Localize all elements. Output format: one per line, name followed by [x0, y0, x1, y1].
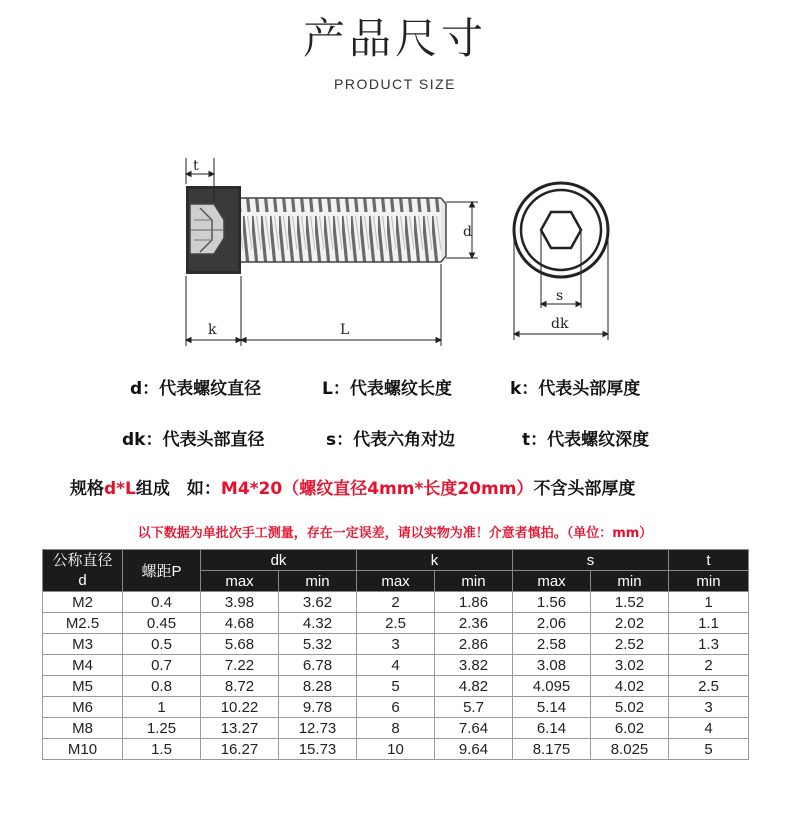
table-cell: 1.56 [513, 592, 591, 613]
table-cell: 8.175 [513, 739, 591, 760]
table-cell: 10.22 [201, 697, 279, 718]
spec-example: M4*20（螺纹直径4mm*长度20mm） [220, 479, 534, 499]
table-cell: 8.28 [279, 676, 357, 697]
table-cell: 9.64 [435, 739, 513, 760]
table-cell: 8 [357, 718, 435, 739]
screw-shank [241, 198, 446, 262]
table-cell: 5.68 [201, 634, 279, 655]
table-cell: 4.82 [435, 676, 513, 697]
table-cell: 1.1 [669, 613, 749, 634]
spec-mid: 组成 如： [135, 479, 221, 499]
table-cell: M2 [43, 592, 123, 613]
table-cell: 3.82 [435, 655, 513, 676]
table-cell: 0.4 [123, 592, 201, 613]
table-cell: 3 [357, 634, 435, 655]
table-cell: M4 [43, 655, 123, 676]
table-cell: 9.78 [279, 697, 357, 718]
table-cell: 2.5 [357, 613, 435, 634]
table-cell: 6 [357, 697, 435, 718]
header-s-min: min [591, 571, 669, 592]
table-cell: 8.72 [201, 676, 279, 697]
spec-suffix: 不含头部厚度 [533, 479, 636, 499]
table-cell: 1 [669, 592, 749, 613]
label-k: k [208, 322, 217, 338]
table-cell: 2.02 [591, 613, 669, 634]
dim-d [446, 202, 478, 258]
label-d: d [463, 224, 472, 240]
label-s: s [556, 288, 564, 304]
table-row [43, 592, 749, 613]
table-cell: 4 [357, 655, 435, 676]
table-row [43, 634, 749, 655]
label-L: L [340, 322, 350, 338]
legend-t: t：代表螺纹深度 [522, 430, 650, 450]
header-t-min: min [669, 571, 749, 592]
table-cell: 2.36 [435, 613, 513, 634]
table-row [43, 718, 749, 739]
table-cell: 4 [669, 718, 749, 739]
header-s: s [513, 550, 669, 571]
table-cell: 7.22 [201, 655, 279, 676]
table-row [43, 676, 749, 697]
table-cell: 2 [357, 592, 435, 613]
table-cell: 0.8 [123, 676, 201, 697]
header-dk-max: max [201, 571, 279, 592]
table-cell: 0.5 [123, 634, 201, 655]
table-cell: M2.5 [43, 613, 123, 634]
table-cell: 0.7 [123, 655, 201, 676]
table-cell: 15.73 [279, 739, 357, 760]
screw-end-view [514, 183, 608, 277]
table-cell: 4.68 [201, 613, 279, 634]
table-cell: 6.02 [591, 718, 669, 739]
header-k-min: min [435, 571, 513, 592]
legend-k: k：代表头部厚度 [510, 379, 641, 399]
label-dk: dk [551, 316, 569, 332]
header-s-max: max [513, 571, 591, 592]
measurement-notice: 以下数据为单批次手工测量，存在一定误差，请以实物为准！介意者慎拍。（单位：mm） [137, 526, 653, 541]
table-cell: 4.095 [513, 676, 591, 697]
table-cell: 2.5 [669, 676, 749, 697]
table-cell: 2.58 [513, 634, 591, 655]
header-nominal-diameter: 公称直径 d [43, 550, 123, 592]
table-cell: 2.86 [435, 634, 513, 655]
table-cell: 5 [669, 739, 749, 760]
table-cell: 1.52 [591, 592, 669, 613]
table-cell: 3.08 [513, 655, 591, 676]
screw-dimension-drawing [0, 150, 790, 350]
table-cell: 5.7 [435, 697, 513, 718]
table-cell: 1.25 [123, 718, 201, 739]
table-cell: M10 [43, 739, 123, 760]
table-cell: 16.27 [201, 739, 279, 760]
table-cell: 6.78 [279, 655, 357, 676]
spec-prefix: 规格 [70, 479, 104, 499]
size-table-body [43, 592, 749, 760]
legend-dk: dk：代表头部直径 [122, 430, 265, 450]
table-cell: 0.45 [123, 613, 201, 634]
legend-L: L：代表螺纹长度 [322, 379, 452, 399]
table-cell: M6 [43, 697, 123, 718]
table-cell: M5 [43, 676, 123, 697]
table-cell: 3 [669, 697, 749, 718]
table-cell: 4.02 [591, 676, 669, 697]
table-cell: M8 [43, 718, 123, 739]
dim-k-L [186, 264, 441, 346]
table-cell: 5.32 [279, 634, 357, 655]
table-row [43, 697, 749, 718]
table-cell: 5 [357, 676, 435, 697]
table-cell: 1 [123, 697, 201, 718]
table-cell: 10 [357, 739, 435, 760]
spec-formula: d*L [104, 479, 136, 499]
header-pitch: 螺距P [123, 550, 201, 592]
table-cell: 5.02 [591, 697, 669, 718]
page-title: 产品尺寸 [302, 14, 487, 63]
table-cell: 8.025 [591, 739, 669, 760]
table-row [43, 655, 749, 676]
table-row [43, 739, 749, 760]
header-t: t [669, 550, 749, 571]
table-cell: M3 [43, 634, 123, 655]
legend-d: d：代表螺纹直径 [130, 379, 262, 399]
header-dk: dk [201, 550, 357, 571]
table-cell: 2.06 [513, 613, 591, 634]
table-cell: 6.14 [513, 718, 591, 739]
table-cell: 1.3 [669, 634, 749, 655]
table-cell: 3.02 [591, 655, 669, 676]
table-cell: 13.27 [201, 718, 279, 739]
table-cell: 3.62 [279, 592, 357, 613]
table-cell: 2 [669, 655, 749, 676]
table-cell: 4.32 [279, 613, 357, 634]
table-cell: 2.52 [591, 634, 669, 655]
table-cell: 5.14 [513, 697, 591, 718]
header-k: k [357, 550, 513, 571]
table-cell: 3.98 [201, 592, 279, 613]
table-row [43, 613, 749, 634]
size-table [42, 549, 749, 760]
table-cell: 1.86 [435, 592, 513, 613]
table-cell: 7.64 [435, 718, 513, 739]
legend-s: s：代表六角对边 [326, 430, 456, 450]
spec-line [70, 474, 635, 499]
table-cell: 1.5 [123, 739, 201, 760]
label-t: t [193, 158, 199, 174]
header-dk-min: min [279, 571, 357, 592]
header-k-max: max [357, 571, 435, 592]
page-subtitle: PRODUCT SIZE [334, 76, 456, 92]
table-cell: 12.73 [279, 718, 357, 739]
